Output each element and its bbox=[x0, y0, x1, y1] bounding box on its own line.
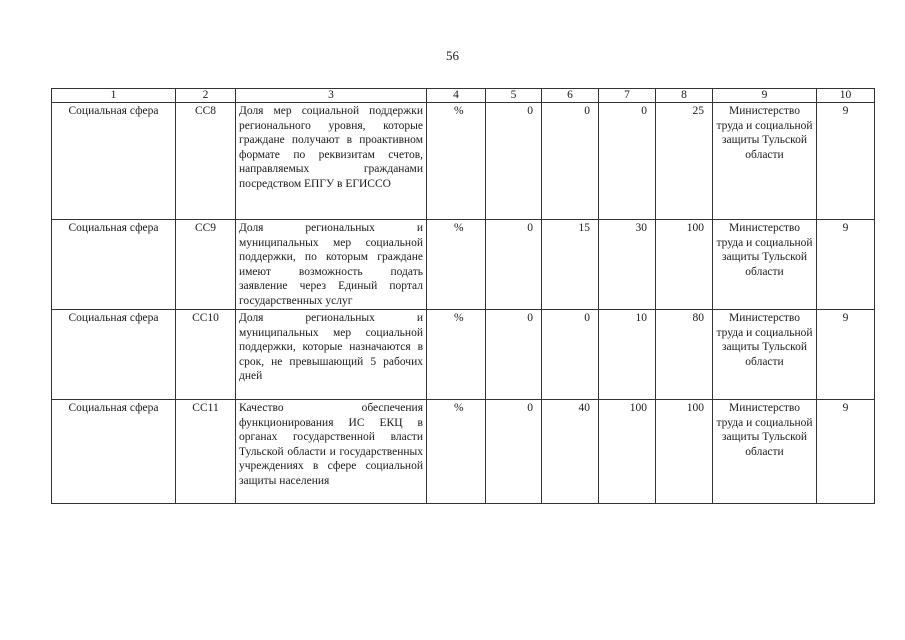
indicator-cell: Доля мер социальной поддержки регионального уровня, которые граждане получают в проактивном формате по реквизитам счетов, направляемых гражданами посредством ЕПГУ в ЕГИССО bbox=[236, 103, 427, 220]
responsible-cell: Министерство труда и социальной защиты Тульской области bbox=[713, 310, 817, 400]
sphere-cell: Социальная сфера bbox=[52, 220, 176, 310]
page-number: 56 bbox=[446, 48, 459, 63]
column-number: 5 bbox=[486, 89, 542, 103]
value-cell: 80 bbox=[656, 310, 713, 400]
value-cell: 9 bbox=[817, 220, 875, 310]
indicator-cell: Доля региональных и муниципальных мер социальной поддержки, по которым граждане имеют возможность подать заявление через Единый портал государственных услуг bbox=[236, 220, 427, 310]
table-row bbox=[52, 220, 875, 310]
value-cell: 100 bbox=[656, 220, 713, 310]
responsible-cell: Министерство труда и социальной защиты Тульской области bbox=[713, 400, 817, 504]
value-cell: 0 bbox=[486, 103, 542, 220]
value-cell: 100 bbox=[599, 400, 656, 504]
table-row bbox=[52, 103, 875, 220]
unit-cell: % bbox=[427, 310, 486, 400]
column-number: 8 bbox=[656, 89, 713, 103]
value-cell: 0 bbox=[542, 103, 599, 220]
column-number: 2 bbox=[176, 89, 236, 103]
value-cell: 9 bbox=[817, 400, 875, 504]
indicator-cell: Качество обеспечения функционирования ИС ЕКЦ в органах государственной власти Тульской области и государственных учреждениях в сфере социальной защиты населения bbox=[236, 400, 427, 504]
code-cell: СС8 bbox=[176, 103, 236, 220]
table-row bbox=[52, 400, 875, 504]
table-row bbox=[52, 310, 875, 400]
value-cell: 9 bbox=[817, 310, 875, 400]
value-cell: 30 bbox=[599, 220, 656, 310]
value-cell: 9 bbox=[817, 103, 875, 220]
value-cell: 0 bbox=[599, 103, 656, 220]
column-number: 9 bbox=[713, 89, 817, 103]
sphere-cell: Социальная сфера bbox=[52, 310, 176, 400]
value-cell: 10 bbox=[599, 310, 656, 400]
column-number: 3 bbox=[236, 89, 427, 103]
column-number: 1 bbox=[52, 89, 176, 103]
value-cell: 0 bbox=[486, 310, 542, 400]
column-number: 7 bbox=[599, 89, 656, 103]
sphere-cell: Социальная сфера bbox=[52, 103, 176, 220]
value-cell: 0 bbox=[486, 400, 542, 504]
unit-cell: % bbox=[427, 400, 486, 504]
responsible-cell: Министерство труда и социальной защиты Тульской области bbox=[713, 103, 817, 220]
column-number: 4 bbox=[427, 89, 486, 103]
column-number-row bbox=[52, 89, 875, 103]
unit-cell: % bbox=[427, 220, 486, 310]
value-cell: 40 bbox=[542, 400, 599, 504]
indicators-table bbox=[51, 88, 875, 504]
responsible-cell: Министерство труда и социальной защиты Тульской области bbox=[713, 220, 817, 310]
value-cell: 0 bbox=[486, 220, 542, 310]
code-cell: СС11 bbox=[176, 400, 236, 504]
code-cell: СС10 bbox=[176, 310, 236, 400]
column-number: 6 bbox=[542, 89, 599, 103]
value-cell: 15 bbox=[542, 220, 599, 310]
value-cell: 25 bbox=[656, 103, 713, 220]
indicator-cell: Доля региональных и муниципальных мер социальной поддержки, которые назначаются в срок, не превышающий 5 рабочих дней bbox=[236, 310, 427, 400]
value-cell: 100 bbox=[656, 400, 713, 504]
value-cell: 0 bbox=[542, 310, 599, 400]
sphere-cell: Социальная сфера bbox=[52, 400, 176, 504]
column-number: 10 bbox=[817, 89, 875, 103]
unit-cell: % bbox=[427, 103, 486, 220]
code-cell: СС9 bbox=[176, 220, 236, 310]
